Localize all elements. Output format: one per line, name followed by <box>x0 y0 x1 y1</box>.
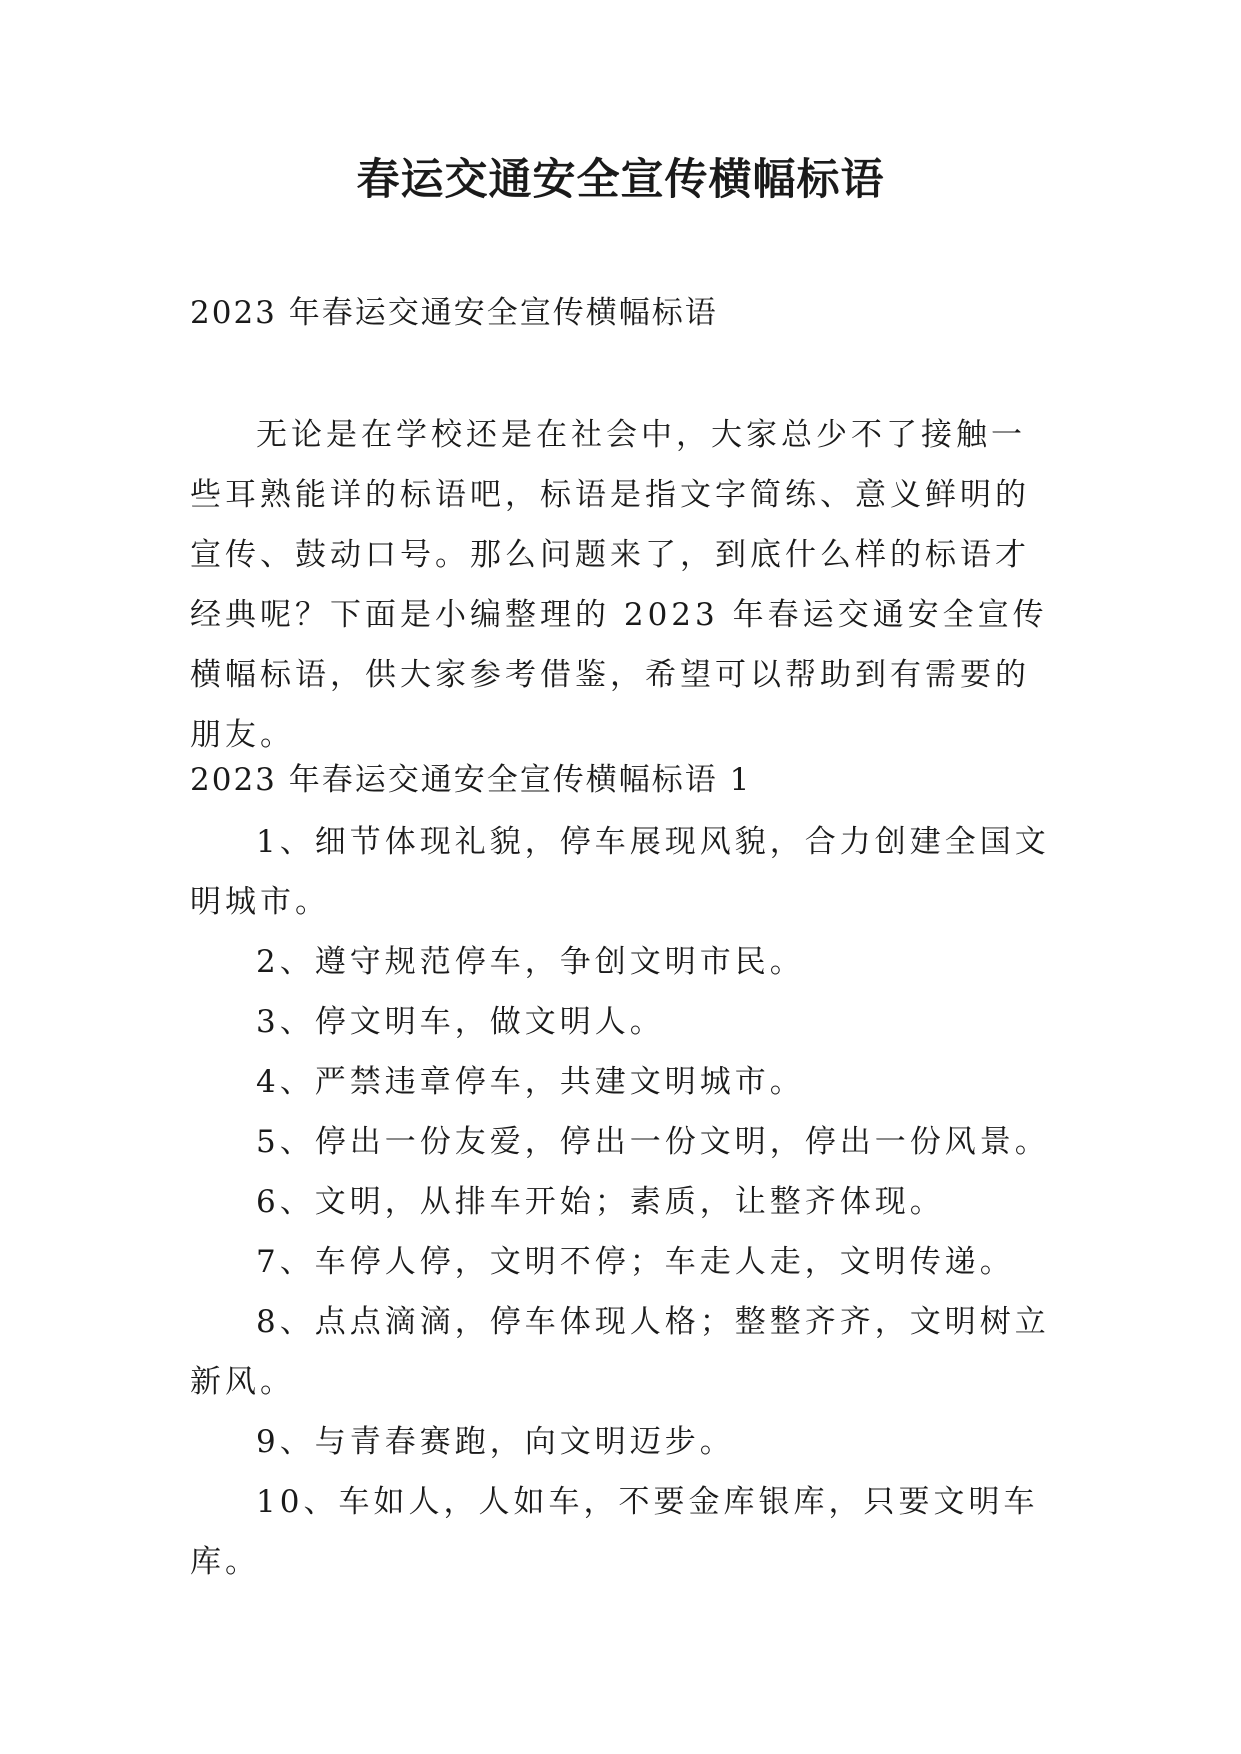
document-title: 春运交通安全宣传横幅标语 <box>356 155 885 205</box>
section-heading: 2023 年春运交通安全宣传横幅标语 1 <box>190 762 752 798</box>
slogan-item: 1、细节体现礼貌，停车展现风貌，合力创建全国文明城市。 <box>190 824 1050 920</box>
slogan-item: 5、停出一份友爱，停出一份文明，停出一份风景。 <box>256 1124 1050 1160</box>
slogan-item: 2、遵守规范停车，争创文明市民。 <box>256 944 805 980</box>
slogan-item: 3、停文明车，做文明人。 <box>256 1004 665 1040</box>
slogan-list <box>190 812 1070 1592</box>
slogan-item: 7、车停人停，文明不停；车走人走，文明传递。 <box>256 1244 1015 1280</box>
slogan-item: 8、点点滴滴，停车体现人格；整整齐齐，文明树立新风。 <box>190 1304 1050 1400</box>
document-subtitle: 2023 年春运交通安全宣传横幅标语 <box>190 295 718 331</box>
slogan-item: 10、车如人，人如车，不要金库银库，只要文明车库。 <box>190 1484 1039 1580</box>
slogan-item: 4、严禁违章停车，共建文明城市。 <box>256 1064 805 1100</box>
slogan-item: 9、与青春赛跑，向文明迈步。 <box>256 1424 735 1460</box>
slogan-item: 6、文明，从排车开始；素质，让整齐体现。 <box>256 1184 945 1220</box>
intro-paragraph: 无论是在学校还是在社会中，大家总少不了接触一些耳熟能详的标语吧，标语是指文字简练、意义鲜明的宣传、鼓动口号。那么问题来了，到底什么样的标语才经典呢？下面是小编整理的 2023 年春运交通安全宣传横幅标语，供大家参考借鉴，希望可以帮助到有需要的朋友。 <box>190 417 1048 753</box>
